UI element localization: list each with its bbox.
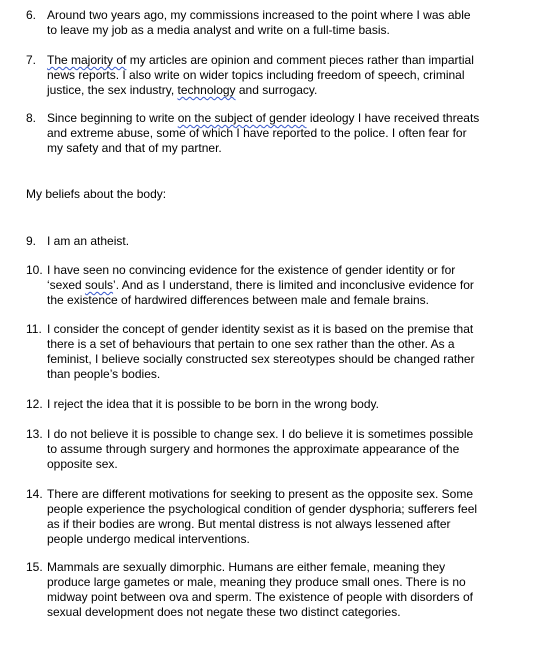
paragraph-number: 11. [26, 322, 42, 336]
spellcheck-flagged-text: on the subject of gender [177, 111, 307, 125]
paragraph-text [47, 263, 481, 308]
paragraph-text: Mammals are sexually dimorphic. Humans are either female, meaning they produce large gametes or male, meaning they produce small ones. There is no midway point between ova and sperm. The existence of people with disorders of sexual development does not negate these two distinct categories. [47, 560, 474, 619]
text-run: ideology I have received threats and extreme abuse, some of which I have reported to the police. I often fear for my safety and that of my partner. [47, 111, 480, 155]
paragraph-number: 12. [26, 397, 43, 411]
spellcheck-flagged-text: souls [85, 278, 114, 292]
paragraph-6 [26, 8, 481, 38]
paragraph-text: I do not believe it is possible to change sex. I do believe it is sometimes possible to assume through surgery and hormones the approximate appearance of the opposite sex. [47, 427, 474, 471]
text-run: ’. And as I understand, there is limited and inconclusive evidence for the existence of hardwired differences between male and female brains. [47, 278, 474, 307]
paragraph-12 [26, 397, 481, 412]
text-run: Since beginning to write [47, 111, 178, 125]
paragraph-text: I am an atheist. [47, 234, 130, 248]
paragraph-8 [26, 111, 481, 156]
paragraph-number: 13. [26, 427, 43, 441]
paragraph-text [47, 53, 481, 98]
text-run: my articles are opinion and comment pieces rather than impartial news reports. I also write on wider topics including freedom of speech, criminal justice, the sex industry, [47, 53, 474, 97]
paragraph-10 [26, 263, 481, 308]
paragraph-number: 15. [26, 560, 43, 574]
paragraph-14 [26, 487, 481, 547]
spellcheck-flagged-text: technology [177, 83, 236, 97]
paragraph-11 [26, 322, 481, 382]
paragraph-text [47, 111, 481, 156]
paragraph-15 [26, 560, 481, 620]
text-run: and surrogacy. [235, 83, 318, 97]
paragraph-number: 6. [26, 8, 37, 22]
paragraph-number: 10. [26, 263, 43, 277]
paragraph-9 [26, 234, 481, 249]
section-heading: My beliefs about the body: [26, 187, 167, 201]
paragraph-number: 9. [26, 234, 37, 248]
paragraph-text: I consider the concept of gender identity sexist as it is based on the premise that there is a set of behaviours that pertain to one sex rather than the other. As a feminist, I believe socially constructed sex stereotypes should be changed rather than people’s bodies. [47, 322, 475, 381]
paragraph-text: Around two years ago, my commissions increased to the point where I was able to leave my job as a media analyst and write on a full-time basis. [47, 8, 471, 37]
paragraph-text: There are different motivations for seeking to present as the opposite sex. Some people experience the psychological condition of gender dysphoria; sufferers feel as if their bodies are wrong. But mental distress is not always lessened after people undergo medical interventions. [47, 487, 478, 546]
paragraph-number: 7. [26, 53, 37, 67]
paragraph-text: I reject the idea that it is possible to be born in the wrong body. [47, 397, 379, 411]
text-run: I have seen no convincing evidence for the existence of gender identity or for ‘sexed [47, 263, 456, 292]
paragraph-13 [26, 427, 481, 472]
spellcheck-flagged-text: The majority of [47, 53, 127, 67]
paragraph-number: 8. [26, 111, 37, 125]
paragraph-number: 14. [26, 487, 43, 501]
paragraph-7 [26, 53, 481, 98]
